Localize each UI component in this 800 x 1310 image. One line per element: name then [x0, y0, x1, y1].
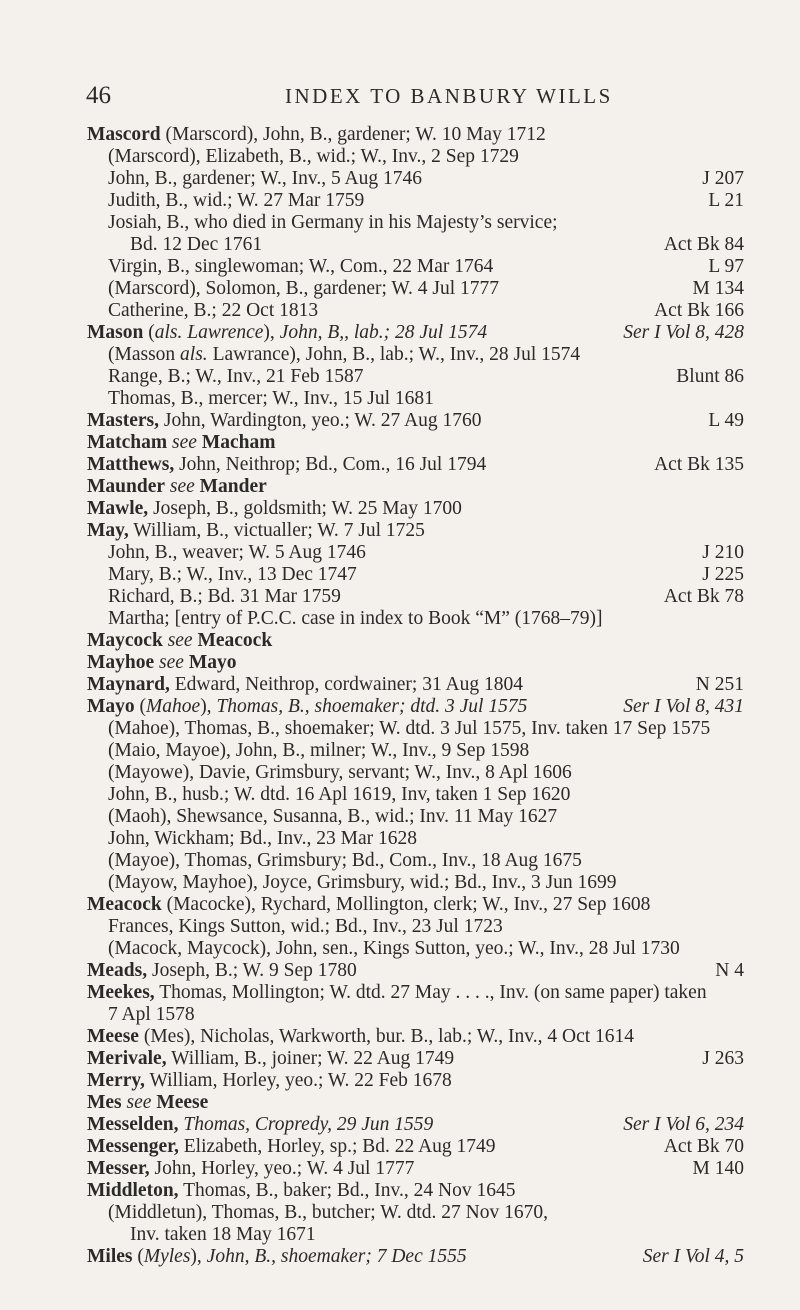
- entry-surname: Mascord: [87, 124, 161, 145]
- index-entry: [108, 344, 800, 366]
- entry-surname: Meekes,: [87, 982, 155, 1003]
- index-entry: [87, 498, 800, 520]
- page-number: 46: [86, 82, 111, 109]
- index-entry: [108, 872, 800, 894]
- entry-text: Thomas, Cropredy, 29 Jun 1559: [183, 1114, 434, 1135]
- entry-text: Joseph, B., goldsmith; W. 25 May 1700: [148, 498, 462, 519]
- entry-text: John, B., husb.; W. dtd. 16 Apl 1619, Inv, taken 1 Sep 1620: [108, 784, 571, 805]
- entry-text: (Mayoe), Thomas, Grimsbury; Bd., Com., Inv., 18 Aug 1675: [108, 850, 582, 871]
- entry-reference: Blunt 86: [676, 366, 744, 387]
- entry-text: Bd. 12 Dec 1761: [130, 234, 263, 255]
- entry-text: William, B., victualler; W. 7 Jul 1725: [128, 520, 425, 541]
- entry-surname: Messer,: [87, 1158, 150, 1179]
- entry-text: Mary, B.; W., Inv., 13 Dec 1747: [108, 564, 357, 585]
- index-entry: [108, 366, 800, 388]
- entry-reference: Ser I Vol 4, 5: [642, 1246, 744, 1267]
- index-entry: [87, 410, 800, 432]
- index-entry: [108, 278, 800, 300]
- entry-surname: Masters,: [87, 410, 160, 431]
- entry-text: Mahoe: [146, 696, 201, 717]
- entry-reference: J 210: [702, 542, 744, 563]
- entry-reference: Act Bk 135: [654, 454, 744, 475]
- entry-text: Range, B.; W., Inv., 21 Feb 1587: [108, 366, 364, 387]
- entry-text: (Maoh), Shewsance, Susanna, B., wid.; Inv. 11 May 1627: [108, 806, 558, 827]
- index-entry: [87, 982, 800, 1004]
- entry-text: (Middletun), Thomas, B., butcher; W. dtd. 27 Nov 1670,: [108, 1202, 548, 1223]
- entry-text: John, Wickham; Bd., Inv., 23 Mar 1628: [108, 828, 418, 849]
- entry-text: Myles: [143, 1246, 191, 1267]
- entry-text: (Macocke), Rychard, Mollington, clerk; W., Inv., 27 Sep 1608: [161, 894, 651, 915]
- entry-text: Joseph, B.; W. 9 Sep 1780: [147, 960, 357, 981]
- index-entry: [108, 784, 800, 806]
- index-entry: [87, 894, 800, 916]
- entry-text: John, Wardington, yeo.; W. 27 Aug 1760: [159, 410, 482, 431]
- entry-text: William, Horley, yeo.; W. 22 Feb 1678: [144, 1070, 452, 1091]
- index-entry: [108, 146, 800, 168]
- entry-surname: Merivale,: [87, 1048, 167, 1069]
- entry-text: see: [159, 652, 184, 673]
- entry-text: see: [126, 1092, 152, 1113]
- entry-text: John, Neithrop; Bd., Com., 16 Jul 1794: [174, 454, 487, 475]
- entry-text: John, B., weaver; W. 5 Aug 1746: [108, 542, 366, 563]
- index-entry: [87, 696, 800, 718]
- entry-surname: Meese: [87, 1026, 139, 1047]
- entry-text: Edward, Neithrop, cordwainer; 31 Aug 1804: [169, 674, 523, 695]
- entry-text: ),: [190, 1246, 207, 1267]
- entry-text: ),: [263, 322, 280, 343]
- entry-surname: Mayhoe: [87, 652, 155, 673]
- entry-text: William, B., joiner; W. 22 Aug 1749: [166, 1048, 455, 1069]
- index-entry: [87, 960, 800, 982]
- entry-text: (Marscord), John, B., gardener; W. 10 May 1712: [160, 124, 546, 145]
- index-entry: [87, 124, 800, 146]
- entry-reference: N 251: [695, 674, 744, 695]
- index-entry: [108, 586, 800, 608]
- index-entry: [87, 520, 800, 542]
- entry-text: see: [169, 476, 195, 497]
- entry-surname: Mander: [199, 476, 267, 497]
- index-entry: [130, 1224, 800, 1246]
- entry-text: (Mayow, Mayhoe), Joyce, Grimsbury, wid.; Bd., Inv., 3 Jun 1699: [108, 872, 617, 893]
- entry-text: Frances, Kings Sutton, wid.; Bd., Inv., 23 Jul 1723: [108, 916, 503, 937]
- entry-surname: Mayo: [87, 696, 135, 717]
- entry-text: 7 Apl 1578: [108, 1004, 195, 1025]
- entry-reference: Act Bk 70: [663, 1136, 744, 1157]
- index-entry: [108, 190, 800, 212]
- index-entry: [108, 300, 800, 322]
- index-entries: [0, 124, 800, 1268]
- entry-reference: L 49: [708, 410, 744, 431]
- entry-reference: M 134: [692, 278, 744, 299]
- index-entry: [108, 256, 800, 278]
- entry-surname: Maycock: [87, 630, 163, 651]
- entry-text: (Mahoe), Thomas, B., shoemaker; W. dtd. 3 Jul 1575, Inv. taken 17 Sep 1575: [108, 718, 711, 739]
- entry-surname: Mason: [87, 322, 144, 343]
- entry-text: (Masson: [108, 344, 181, 365]
- index-entry: [87, 1246, 800, 1268]
- index-entry: [87, 454, 800, 476]
- index-entry: [87, 1136, 800, 1158]
- entry-text: Thomas, B., baker; Bd., Inv., 24 Nov 1645: [178, 1180, 516, 1201]
- entry-text: (Maio, Mayoe), John, B., milner; W., Inv., 9 Sep 1598: [108, 740, 530, 761]
- entry-surname: Macham: [201, 432, 276, 453]
- index-entry: [108, 806, 800, 828]
- index-entry: [108, 718, 800, 740]
- entry-text: Richard, B.; Bd. 31 Mar 1759: [108, 586, 341, 607]
- entry-text: Thomas, Mollington; W. dtd. 27 May . . . ., Inv. (on same paper) taken: [154, 982, 707, 1003]
- index-entry: [108, 762, 800, 784]
- entry-surname: Mes: [87, 1092, 122, 1113]
- index-entry: [87, 652, 800, 674]
- page-header: [86, 82, 746, 112]
- entry-text: see: [172, 432, 197, 453]
- index-entry: [108, 1004, 800, 1026]
- entry-text: als. Lawrence: [154, 322, 264, 343]
- index-entry: [108, 938, 800, 960]
- index-entry: [108, 542, 800, 564]
- entry-surname: May,: [87, 520, 129, 541]
- entry-reference: J 263: [702, 1048, 744, 1069]
- entry-text: (Mayowe), Davie, Grimsbury, servant; W., Inv., 8 Apl 1606: [108, 762, 572, 783]
- entry-text: Judith, B., wid.; W. 27 Mar 1759: [108, 190, 365, 211]
- entry-surname: Merry,: [87, 1070, 145, 1091]
- entry-surname: Messenger,: [87, 1136, 179, 1157]
- entry-text: Josiah, B., who died in Germany in his Majesty’s service;: [108, 212, 558, 233]
- entry-reference: Act Bk 166: [654, 300, 744, 321]
- index-entry: [108, 850, 800, 872]
- entry-text: Inv. taken 18 May 1671: [130, 1224, 316, 1245]
- entry-text: (Marscord), Elizabeth, B., wid.; W., Inv., 2 Sep 1729: [108, 146, 519, 167]
- entry-reference: Act Bk 78: [663, 586, 744, 607]
- entry-text: John, B., gardener; W., Inv., 5 Aug 1746: [108, 168, 422, 189]
- index-entry: [130, 234, 800, 256]
- index-entry: [108, 740, 800, 762]
- entry-text: Martha; [entry of P.C.C. case in index to Book “M” (1768–79)]: [108, 608, 603, 629]
- entry-surname: Maunder: [87, 476, 165, 497]
- entry-surname: Mayo: [188, 652, 237, 673]
- index-entry: [108, 828, 800, 850]
- entry-text: John, B., shoemaker; 7 Dec 1555: [206, 1246, 467, 1267]
- index-entry: [87, 1158, 800, 1180]
- index-entry: [108, 608, 800, 630]
- entry-reference: M 140: [692, 1158, 744, 1179]
- entry-text: Elizabeth, Horley, sp.; Bd. 22 Aug 1749: [178, 1136, 496, 1157]
- entry-text: (: [143, 322, 155, 343]
- entry-surname: Matthews,: [87, 454, 175, 475]
- index-entry: [108, 168, 800, 190]
- entry-surname: Miles: [87, 1246, 133, 1267]
- entry-text: (Mes), Nicholas, Warkworth, bur. B., lab.; W., Inv., 4 Oct 1614: [138, 1026, 635, 1047]
- index-entry: [108, 564, 800, 586]
- index-entry: [87, 630, 800, 652]
- entry-text: (Macock, Maycock), John, sen., Kings Sutton, yeo.; W., Inv., 28 Jul 1730: [108, 938, 680, 959]
- index-entry: [87, 1114, 800, 1136]
- entry-reference: Ser I Vol 8, 431: [623, 696, 744, 717]
- entry-surname: Meacock: [197, 630, 273, 651]
- entry-surname: Maynard,: [87, 674, 170, 695]
- index-entry: [87, 1092, 800, 1114]
- index-entry: [108, 388, 800, 410]
- running-title: INDEX TO BANBURY WILLS: [285, 84, 613, 108]
- entry-surname: Messelden,: [87, 1114, 179, 1135]
- entry-text: Thomas, B., shoemaker; dtd. 3 Jul 1575: [216, 696, 528, 717]
- entry-reference: J 225: [702, 564, 744, 585]
- index-entry: [87, 1048, 800, 1070]
- entry-text: Catherine, B.; 22 Oct 1813: [108, 300, 319, 321]
- index-entry: [87, 432, 800, 454]
- entry-reference: J 207: [702, 168, 744, 189]
- entry-text: (: [132, 1246, 144, 1267]
- index-entry: [87, 1180, 800, 1202]
- index-entry: [87, 1070, 800, 1092]
- entry-surname: Meese: [156, 1092, 209, 1113]
- entry-reference: N 4: [715, 960, 744, 981]
- entry-text: ),: [200, 696, 217, 717]
- entry-text: see: [167, 630, 193, 651]
- entry-reference: Ser I Vol 6, 234: [623, 1114, 744, 1135]
- entry-surname: Meads,: [87, 960, 148, 981]
- entry-text: als.: [180, 344, 208, 365]
- entry-text: Virgin, B., singlewoman; W., Com., 22 Mar 1764: [108, 256, 494, 277]
- entry-surname: Meacock: [87, 894, 162, 915]
- index-entry: [87, 674, 800, 696]
- index-entry: [87, 1026, 800, 1048]
- entry-surname: Matcham: [87, 432, 168, 453]
- entry-text: John, Horley, yeo.; W. 4 Jul 1777: [149, 1158, 415, 1179]
- entry-reference: Act Bk 84: [663, 234, 744, 255]
- entry-reference: L 21: [708, 190, 744, 211]
- entry-text: (: [134, 696, 147, 717]
- entry-text: (Marscord), Solomon, B., gardener; W. 4 Jul 1777: [108, 278, 500, 299]
- index-entry: [108, 212, 800, 234]
- entry-surname: Middleton,: [87, 1180, 179, 1201]
- entry-surname: Mawle,: [87, 498, 149, 519]
- entry-reference: Ser I Vol 8, 428: [623, 322, 744, 343]
- index-entry: [108, 1202, 800, 1224]
- index-entry: [108, 916, 800, 938]
- entry-text: Thomas, B., mercer; W., Inv., 15 Jul 1681: [108, 388, 434, 409]
- index-entry: [87, 476, 800, 498]
- entry-text: John, B,, lab.; 28 Jul 1574: [279, 322, 488, 343]
- entry-reference: L 97: [708, 256, 744, 277]
- entry-text: Lawrance), John, B., lab.; W., Inv., 28 Jul 1574: [207, 344, 581, 365]
- index-entry: [87, 322, 800, 344]
